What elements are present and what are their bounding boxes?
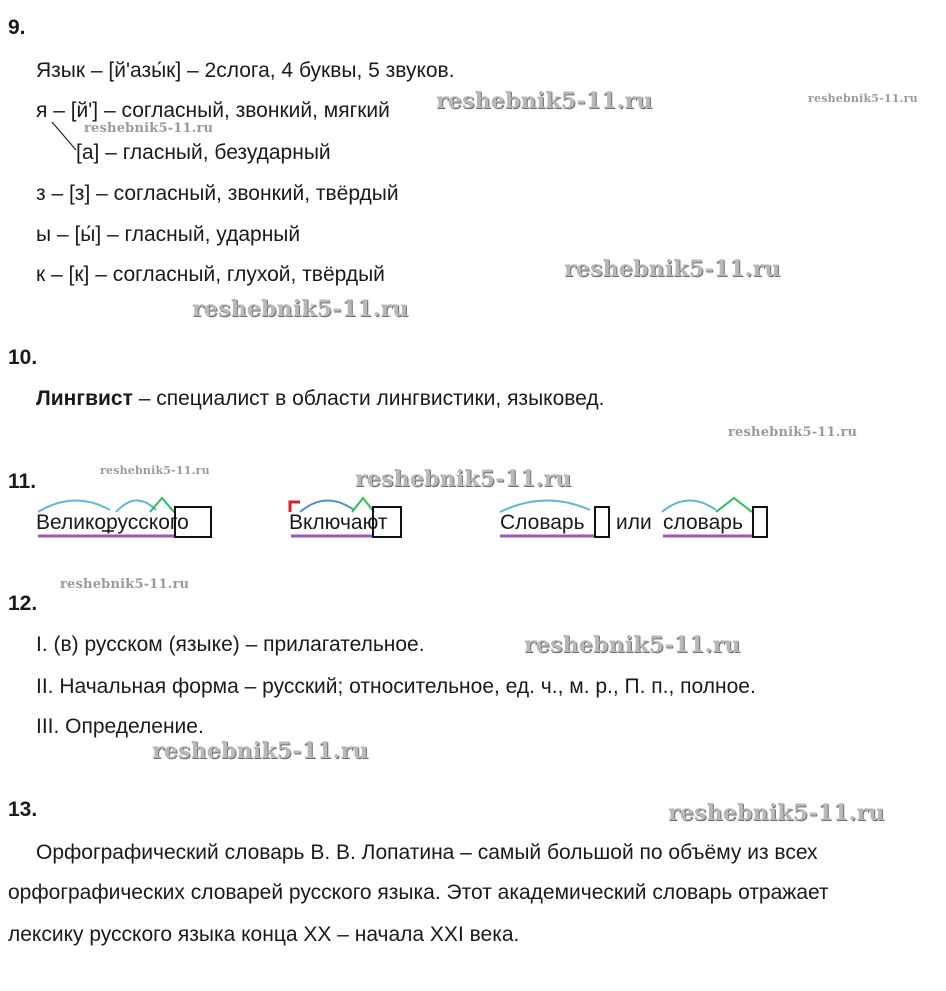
task-number-10: 10. bbox=[8, 346, 38, 369]
task-number-9: 9. bbox=[8, 16, 26, 39]
task13-line-3: лексику русского языка конца XX – начала XXI века. bbox=[8, 923, 520, 946]
task9-letter-ya: я – [й'] – согласный, звонкий, мягкий bbox=[36, 99, 390, 122]
watermark: reshebnik5-11.ru bbox=[84, 121, 214, 136]
task9-letter-ya-second-sound: [а] – гласный, безударный bbox=[76, 141, 331, 164]
ending-box-ogo bbox=[174, 506, 212, 538]
task12-line-2: II. Начальная форма – русский; относительное, ед. ч., м. р., П. п., полное. bbox=[36, 675, 756, 698]
task11-word-slovar-1: Словарь bbox=[500, 511, 585, 534]
task9-letter-y: ы – [ы́] – гласный, ударный bbox=[36, 223, 301, 246]
watermark: reshebnik5-11.ru bbox=[436, 88, 653, 114]
ending-box-yut bbox=[372, 506, 402, 538]
task-number-12: 12. bbox=[8, 592, 38, 615]
watermark: reshebnik5-11.ru bbox=[100, 464, 210, 477]
watermark: reshebnik5-11.ru bbox=[564, 256, 781, 282]
task9-letter-z: з – [з] – согласный, звонкий, твёрдый bbox=[36, 182, 399, 205]
task-number-13: 13. bbox=[8, 798, 38, 821]
watermark: reshebnik5-11.ru bbox=[808, 92, 918, 105]
task11-word-slovar-2: словарь bbox=[663, 511, 743, 534]
watermark: reshebnik5-11.ru bbox=[152, 738, 369, 764]
task12-line-3: III. Определение. bbox=[36, 715, 204, 738]
task10-term: Лингвист bbox=[36, 387, 133, 410]
task12-line-1: I. (в) русском (языке) – прилагательное. bbox=[36, 633, 425, 656]
watermark: reshebnik5-11.ru bbox=[668, 800, 885, 826]
task13-line-2: орфографических словарей русского языка. Этот академический словарь отражает bbox=[8, 881, 829, 904]
task13-line-1: Орфографический словарь В. В. Лопатина – самый большой по объёму из всех bbox=[36, 841, 818, 864]
task9-summary-line: Язык – [й'азы́к] – 2слога, 4 буквы, 5 звуков. bbox=[36, 59, 455, 82]
task11-connector: или bbox=[616, 511, 652, 534]
task11-word-vkluchayut: Включают bbox=[289, 511, 388, 534]
watermark: reshebnik5-11.ru bbox=[355, 466, 572, 492]
watermark: reshebnik5-11.ru bbox=[524, 632, 741, 658]
ending-box-zero-1 bbox=[594, 506, 610, 538]
task10-text bbox=[36, 386, 605, 411]
task9-letter-k: к – [к] – согласный, глухой, твёрдый bbox=[36, 263, 385, 286]
ending-box-zero-2 bbox=[752, 506, 768, 538]
watermark: reshebnik5-11.ru bbox=[60, 577, 190, 592]
task-number-11: 11. bbox=[8, 470, 37, 493]
task11-word-velikorusskogo: Великорусского bbox=[36, 511, 189, 534]
watermark: reshebnik5-11.ru bbox=[728, 425, 858, 440]
task10-definition: – специалист в области лингвистики, языковед. bbox=[132, 387, 605, 410]
watermark: reshebnik5-11.ru bbox=[192, 296, 409, 322]
